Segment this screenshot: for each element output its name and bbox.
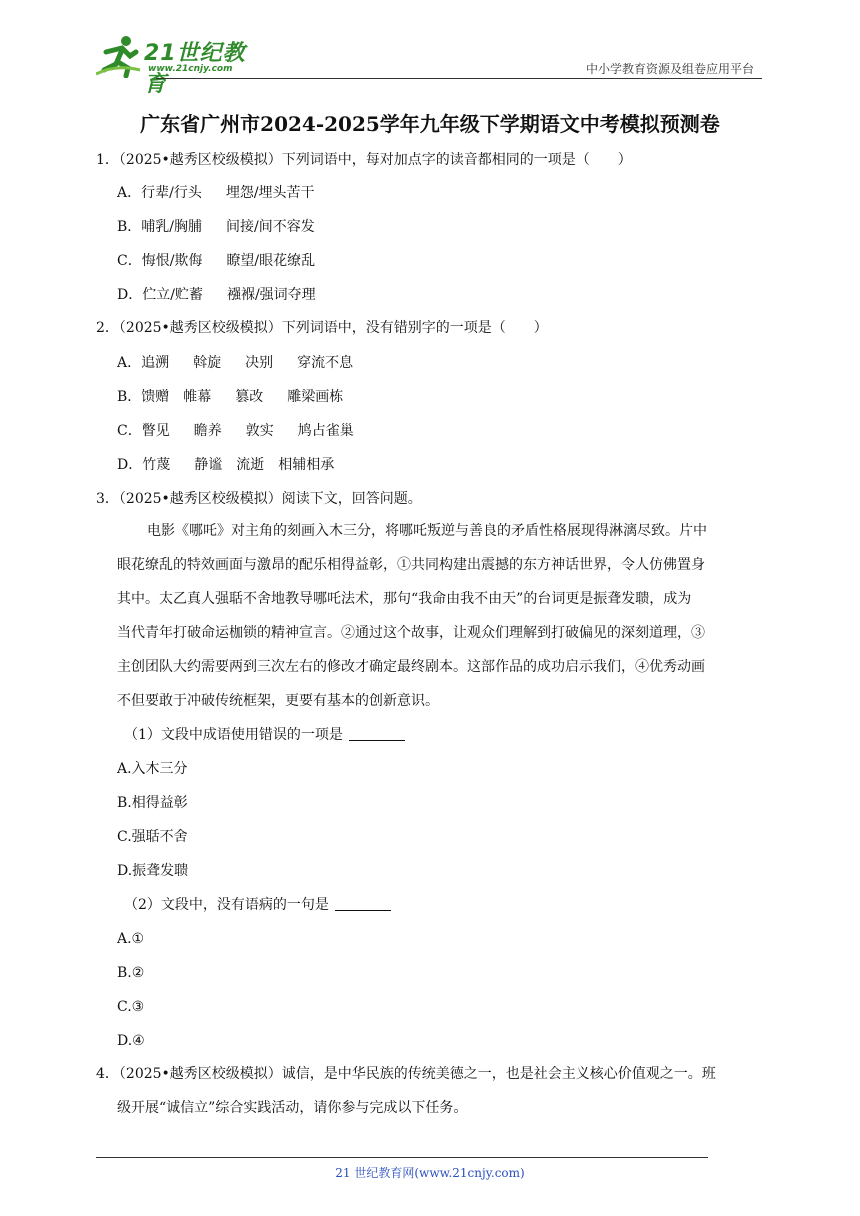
option-prefix: C．: [117, 423, 142, 439]
option-prefix: D．: [117, 457, 143, 473]
option-word: 竹蔑: [142, 457, 171, 473]
q3-paragraph-line-4: 当代青年打破命运枷锁的精神宣言。②通过这个故事，让观众们理解到打破偏见的深刻道理，③: [117, 625, 705, 641]
runner-logo-icon: [96, 34, 142, 78]
option-word: 相辅相承: [278, 457, 335, 473]
q3-sub1-option-d[interactable]: D.振聋发聩: [117, 863, 189, 879]
q4-stem-line-2: 级开展“诚信立”综合实践活动，请你参与完成以下任务。: [117, 1100, 468, 1116]
q2-option-d[interactable]: [117, 455, 334, 475]
q3-sub2-stem: [124, 895, 391, 915]
q2-stem-text: 2．（2025•越秀区校级模拟）下列词语中，没有错别字的一项是（ ）: [96, 320, 548, 336]
footer-text[interactable]: 21 世纪教育网(www.21cnjy.com): [335, 1166, 525, 1180]
sub1-text: （1）文段中成语使用错误的一项是: [124, 727, 343, 743]
option-word: 雕梁画栋: [287, 389, 344, 405]
option-prefix: D．: [117, 287, 143, 303]
option-word: 馈赠: [141, 389, 170, 405]
q1-option-b[interactable]: [117, 217, 315, 237]
q2-option-b[interactable]: [117, 387, 343, 407]
page-title: 广东省广州市2024-2025学年九年级下学期语文中考模拟预测卷: [140, 112, 720, 136]
q1-stem: [96, 150, 632, 170]
logo-text: 21世纪教育: [144, 41, 246, 97]
option-word: 追溯: [141, 355, 170, 371]
q3-sub1-stem: [124, 725, 405, 745]
option-word: 篡改: [235, 389, 264, 405]
option-pair-2: 间接/间不容发: [226, 219, 315, 235]
answer-blank[interactable]: [349, 726, 405, 741]
option-word: 瞥见: [141, 423, 170, 439]
option-pair-1: 哺乳/胸脯: [141, 219, 203, 235]
option-word: 决别: [245, 355, 274, 371]
option-prefix: C．: [117, 253, 142, 269]
q3-paragraph-line-3: 其中。太乙真人强聒不舍地教导哪吒法术，那句“我命由我不由天”的台词更是振聋发聩，成为: [117, 591, 692, 607]
q3-stem-text: 3．（2025•越秀区校级模拟）阅读下文，回答问题。: [96, 491, 422, 507]
option-prefix: A．: [117, 355, 142, 371]
option-word: 静谧: [194, 457, 223, 473]
option-pair-2: 瞭望/眼花缭乱: [226, 253, 316, 269]
q3-paragraph-line-6: 不但要敢于冲破传统框架，更要有基本的创新意识。: [117, 693, 439, 709]
q1-option-d[interactable]: [117, 285, 316, 305]
option-pair-2: 襁褓/强词夺理: [226, 287, 316, 303]
q1-stem-text: 1．（2025•越秀区校级模拟）下列词语中，每对加点字的读音都相同的一项是（ ）: [96, 152, 632, 168]
q3-sub1-option-b[interactable]: B.相得益彰: [117, 795, 188, 811]
q2-option-c[interactable]: [117, 421, 354, 441]
option-word: 流逝: [236, 457, 265, 473]
option-word: 敦实: [245, 423, 274, 439]
q1-option-c[interactable]: [117, 251, 315, 271]
footer-divider: [96, 1157, 708, 1158]
q3-sub1-option-c[interactable]: C.强聒不舍: [117, 829, 188, 845]
q2-stem: [96, 318, 548, 338]
q4-stem-line-1: 4．（2025•越秀区校级模拟）诚信，是中华民族的传统美德之一，也是社会主义核心价值观之一。班: [96, 1066, 716, 1082]
q1-option-a[interactable]: [117, 183, 315, 203]
q3-paragraph-line-1: 电影《哪吒》对主角的刻画入木三分，将哪吒叛逆与善良的矛盾性格展现得淋漓尽致。片中: [147, 523, 707, 539]
q3-sub2-option-c[interactable]: C.③: [117, 999, 145, 1015]
option-pair-1: 伫立/贮蓄: [142, 287, 203, 303]
option-word: 穿流不息: [297, 355, 354, 371]
logo: [96, 32, 266, 97]
option-word: 瞻养: [193, 423, 222, 439]
option-pair-1: 悔恨/欺侮: [141, 253, 203, 269]
option-prefix: B．: [117, 219, 142, 235]
q3-sub2-option-d[interactable]: D.④: [117, 1033, 145, 1049]
q3-paragraph-line-2: 眼花缭乱的特效画面与激昂的配乐相得益彰，①共同构建出震撼的东方神话世界，令人仿佛置身: [117, 557, 705, 573]
logo-url: www.21cnjy.com: [148, 64, 233, 74]
header-platform-text: 中小学教育资源及组卷应用平台: [585, 62, 754, 76]
option-pair-1: 行辈/行头: [141, 185, 202, 201]
sub2-text: （2）文段中，没有语病的一句是: [124, 897, 329, 913]
option-word: 帷幕: [183, 389, 212, 405]
option-prefix: B．: [117, 389, 142, 405]
q3-sub2-option-b[interactable]: B.②: [117, 965, 145, 981]
page-header: [96, 32, 762, 97]
q3-sub2-option-a[interactable]: A.①: [117, 931, 145, 947]
q2-option-a[interactable]: [117, 353, 353, 373]
answer-blank[interactable]: [335, 896, 391, 911]
option-pair-2: 埋怨/埋头苦干: [225, 185, 315, 201]
header-divider: [156, 78, 762, 79]
q3-stem: [96, 489, 422, 509]
q3-paragraph-line-5: 主创团队大约需要两到三次左右的修改才确定最终剧本。这部作品的成功启示我们，④优秀动画: [117, 659, 705, 675]
option-prefix: A．: [117, 185, 142, 201]
option-word: 鸠占雀巢: [297, 423, 354, 439]
option-word: 斡旋: [193, 355, 222, 371]
q3-sub1-option-a[interactable]: A.入木三分: [117, 761, 188, 777]
